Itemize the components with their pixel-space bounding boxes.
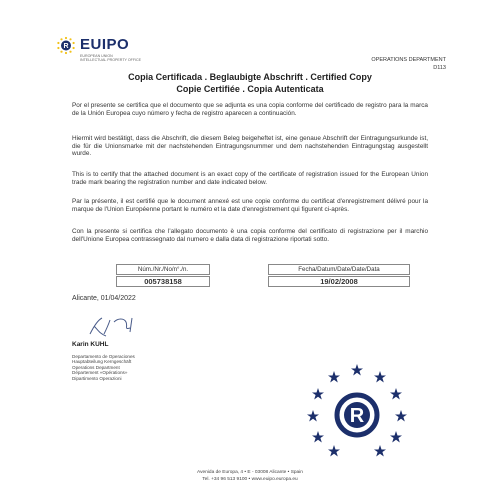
registration-number-header: Núm./Nr./No/n°./n. (116, 264, 210, 275)
paragraph-italian: Con la presente si certifica che l'allegato documento è una copia conforme del certificato di registrazione per il marchio dell'Unione Europea contrassegnato dal numero e dalla data di registrazione riportati sotto. (72, 228, 428, 243)
footer-contact: Tel. +34 96 513 9100 • www.euipo.europa.eu (202, 477, 298, 482)
form-code: D113 (433, 65, 446, 71)
paragraph-german: Hiermit wird bestätigt, dass die Abschrift, die diesem Beleg beigeheftet ist, eine genaue Abschrift der Eintragungsurkunde ist, die für die Unionsmarke mit der nachstehenden Eintragungsnummer und dem nachstehenden Eintragungstag ausgestellt wurde. (72, 135, 428, 158)
handwritten-signature (84, 312, 154, 340)
footer-address: Avenida de Europa, 4 • E - 03008 Alicante • Spain (197, 470, 303, 475)
logo-subtitle-2: INTELLECTUAL PROPERTY OFFICE (80, 58, 142, 62)
department-label: OPERATIONS DEPARTMENT (371, 57, 446, 63)
euipo-emblem-icon (56, 36, 76, 58)
signer-department-en: Operations Department (72, 364, 120, 370)
place-and-date: Alicante, 01/04/2022 (72, 295, 136, 302)
registration-number-value: 005738158 (116, 276, 210, 287)
paragraph-english: This is to certify that the attached document is an exact copy of the certificate of registration issued for the European Union trade mark bearing the registration number and date indicated below. (72, 171, 428, 186)
document-title-line-2: Copie Certifiée . Copia Autenticata (176, 84, 324, 94)
paragraph-french: Par la présente, il est certifié que le document annexé est une copie conforme du certificat d'enregistrement délivré pour la marque de l'Union Européenne portant le numéro et la date d'enregistrement qui figurent ci-après. (72, 198, 428, 213)
registration-date-header: Fecha/Datum/Date/Date/Data (268, 264, 410, 275)
signer-department-list (72, 354, 135, 381)
signer-department-fr: Département «Opérations» (72, 370, 128, 376)
euipo-stamp-emblem (302, 360, 412, 460)
signer-department-it: Dipartimento Operazioni (72, 375, 122, 381)
svg-text:R: R (63, 43, 69, 50)
signer-department-es: Departamento de Operaciones (72, 354, 135, 359)
logo-subtitle-1: EUROPEAN UNION (80, 54, 113, 58)
registration-date-value: 19/02/2008 (268, 276, 410, 287)
logo-wordmark: EUIPO (80, 36, 130, 53)
signer-department-de: Hauptabteilung Kerngeschäft (72, 359, 132, 365)
euipo-logo (56, 36, 186, 64)
signer-name: Karin KUHL (72, 341, 109, 348)
svg-text:R: R (349, 405, 365, 427)
document-title-line-1: Copia Certificada . Beglaubigte Abschrift . Certified Copy (128, 72, 372, 82)
paragraph-spanish: Por el presente se certifica que el documento que se adjunta es una copia conforme del certificado de registro para la marca de la Unión Europea cuyo número y fecha de registro aparecen a continuación. (72, 102, 428, 117)
